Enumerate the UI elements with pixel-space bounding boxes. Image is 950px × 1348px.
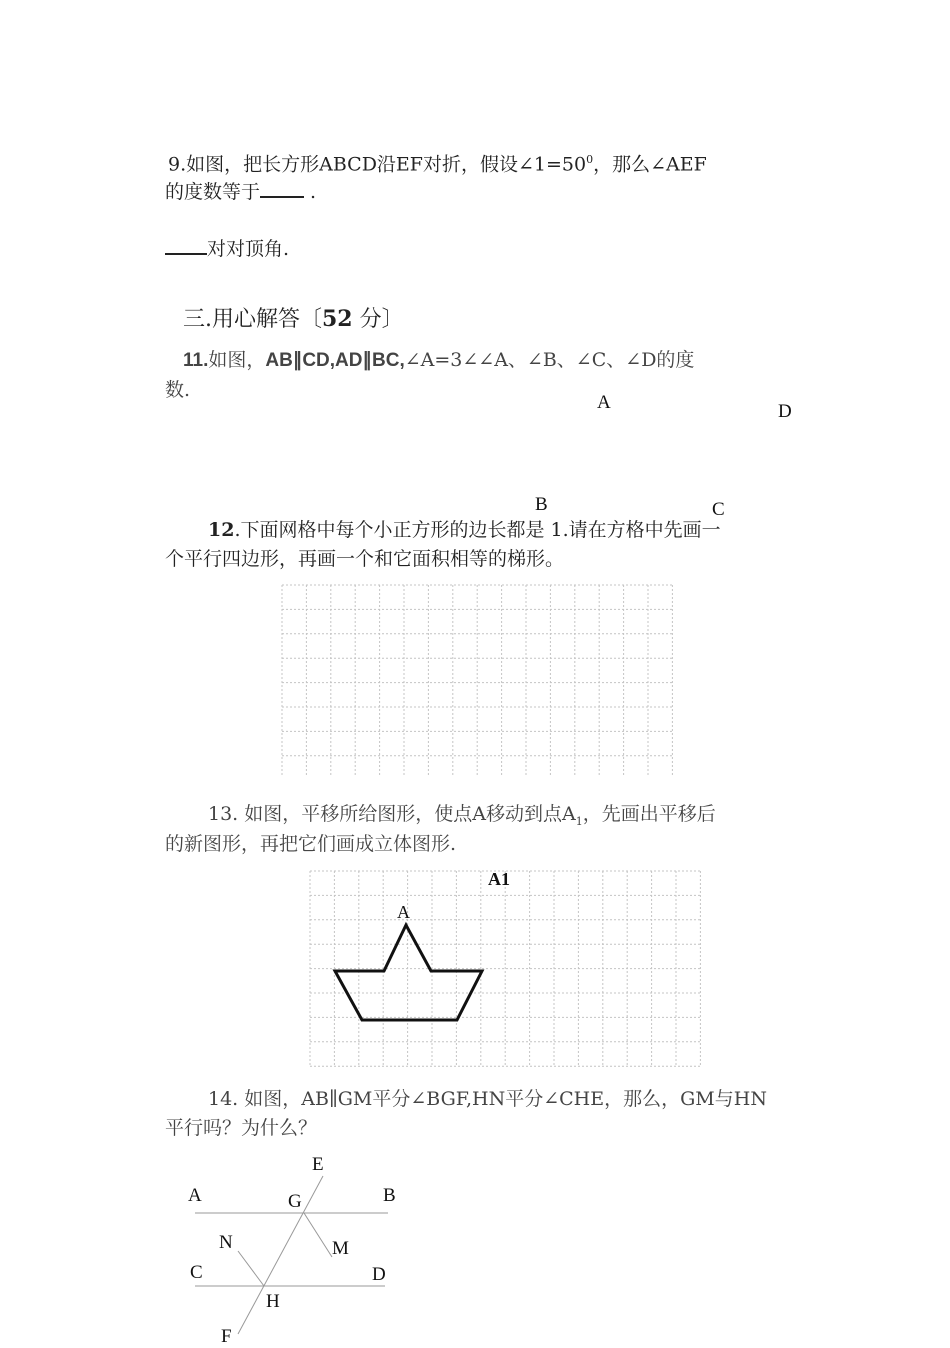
q13-figure[interactable] <box>310 871 702 1067</box>
q13-label-a1: A1 <box>488 869 510 889</box>
q11-label-d: D <box>778 401 792 422</box>
q13-line2: 的新图形，再把它们画成立体图形. <box>165 833 457 855</box>
q10-line: 对对顶角. <box>165 233 289 263</box>
q11-line1: 11.如图，AB∥CD,AD∥BC,∠A=3∠∠A、∠B、∠C、∠D的度 <box>183 349 695 371</box>
answer-blank-q10[interactable] <box>165 233 207 255</box>
q14-label-e: E <box>312 1154 324 1175</box>
answer-blank-q9[interactable] <box>260 176 304 198</box>
ray-hn <box>238 1251 264 1286</box>
q12-line2: 个平行四边形，再画一个和它面积相等的梯形。 <box>165 548 565 570</box>
q12-line1: 12.下面网格中每个小正方形的边长都是 1.请在方格中先画一 <box>208 519 721 541</box>
q13-label-a: A <box>397 902 410 922</box>
boat-shape <box>335 925 482 1020</box>
q12-grid[interactable] <box>282 585 672 779</box>
q14-label-n: N <box>219 1232 233 1253</box>
q14-line1: 14. 如图，AB∥GM平分∠BGF,HN平分∠CHE，那么，GM与HN <box>208 1088 767 1110</box>
q14-label-c: C <box>190 1262 203 1283</box>
q11-label-a: A <box>597 392 611 413</box>
q14-label-b: B <box>383 1185 396 1206</box>
q11-label-b: B <box>535 494 548 515</box>
ray-gm <box>304 1213 332 1257</box>
subscript-1: 1 <box>575 814 583 828</box>
line-ef <box>238 1176 323 1334</box>
q14-line2: 平行吗？为什么？ <box>165 1117 318 1139</box>
section-3-heading: 三.用心解答〔52 分〕 <box>183 306 404 332</box>
degree-sup: 0 <box>586 153 594 166</box>
q13-line1: 13. 如图，平移所给图形，使点A移动到点$A_1$，先画出平移后 <box>208 803 716 828</box>
q14-label-g: G <box>288 1191 302 1212</box>
q14-label-h: H <box>266 1291 280 1312</box>
q14-label-a: A <box>188 1185 202 1206</box>
q9-line2: 的度数等于 . <box>165 176 316 206</box>
q14-label-m: M <box>332 1238 349 1259</box>
q9-line1: 9.如图，把长方形ABCD沿EF对折，假设$\angle 1=50^0$，那么∠AEF <box>168 153 707 176</box>
q11-label-c: C <box>712 499 725 520</box>
q14-label-d: D <box>372 1264 386 1285</box>
q11-line2: 数. <box>165 379 191 401</box>
q14-label-f: F <box>221 1326 232 1347</box>
